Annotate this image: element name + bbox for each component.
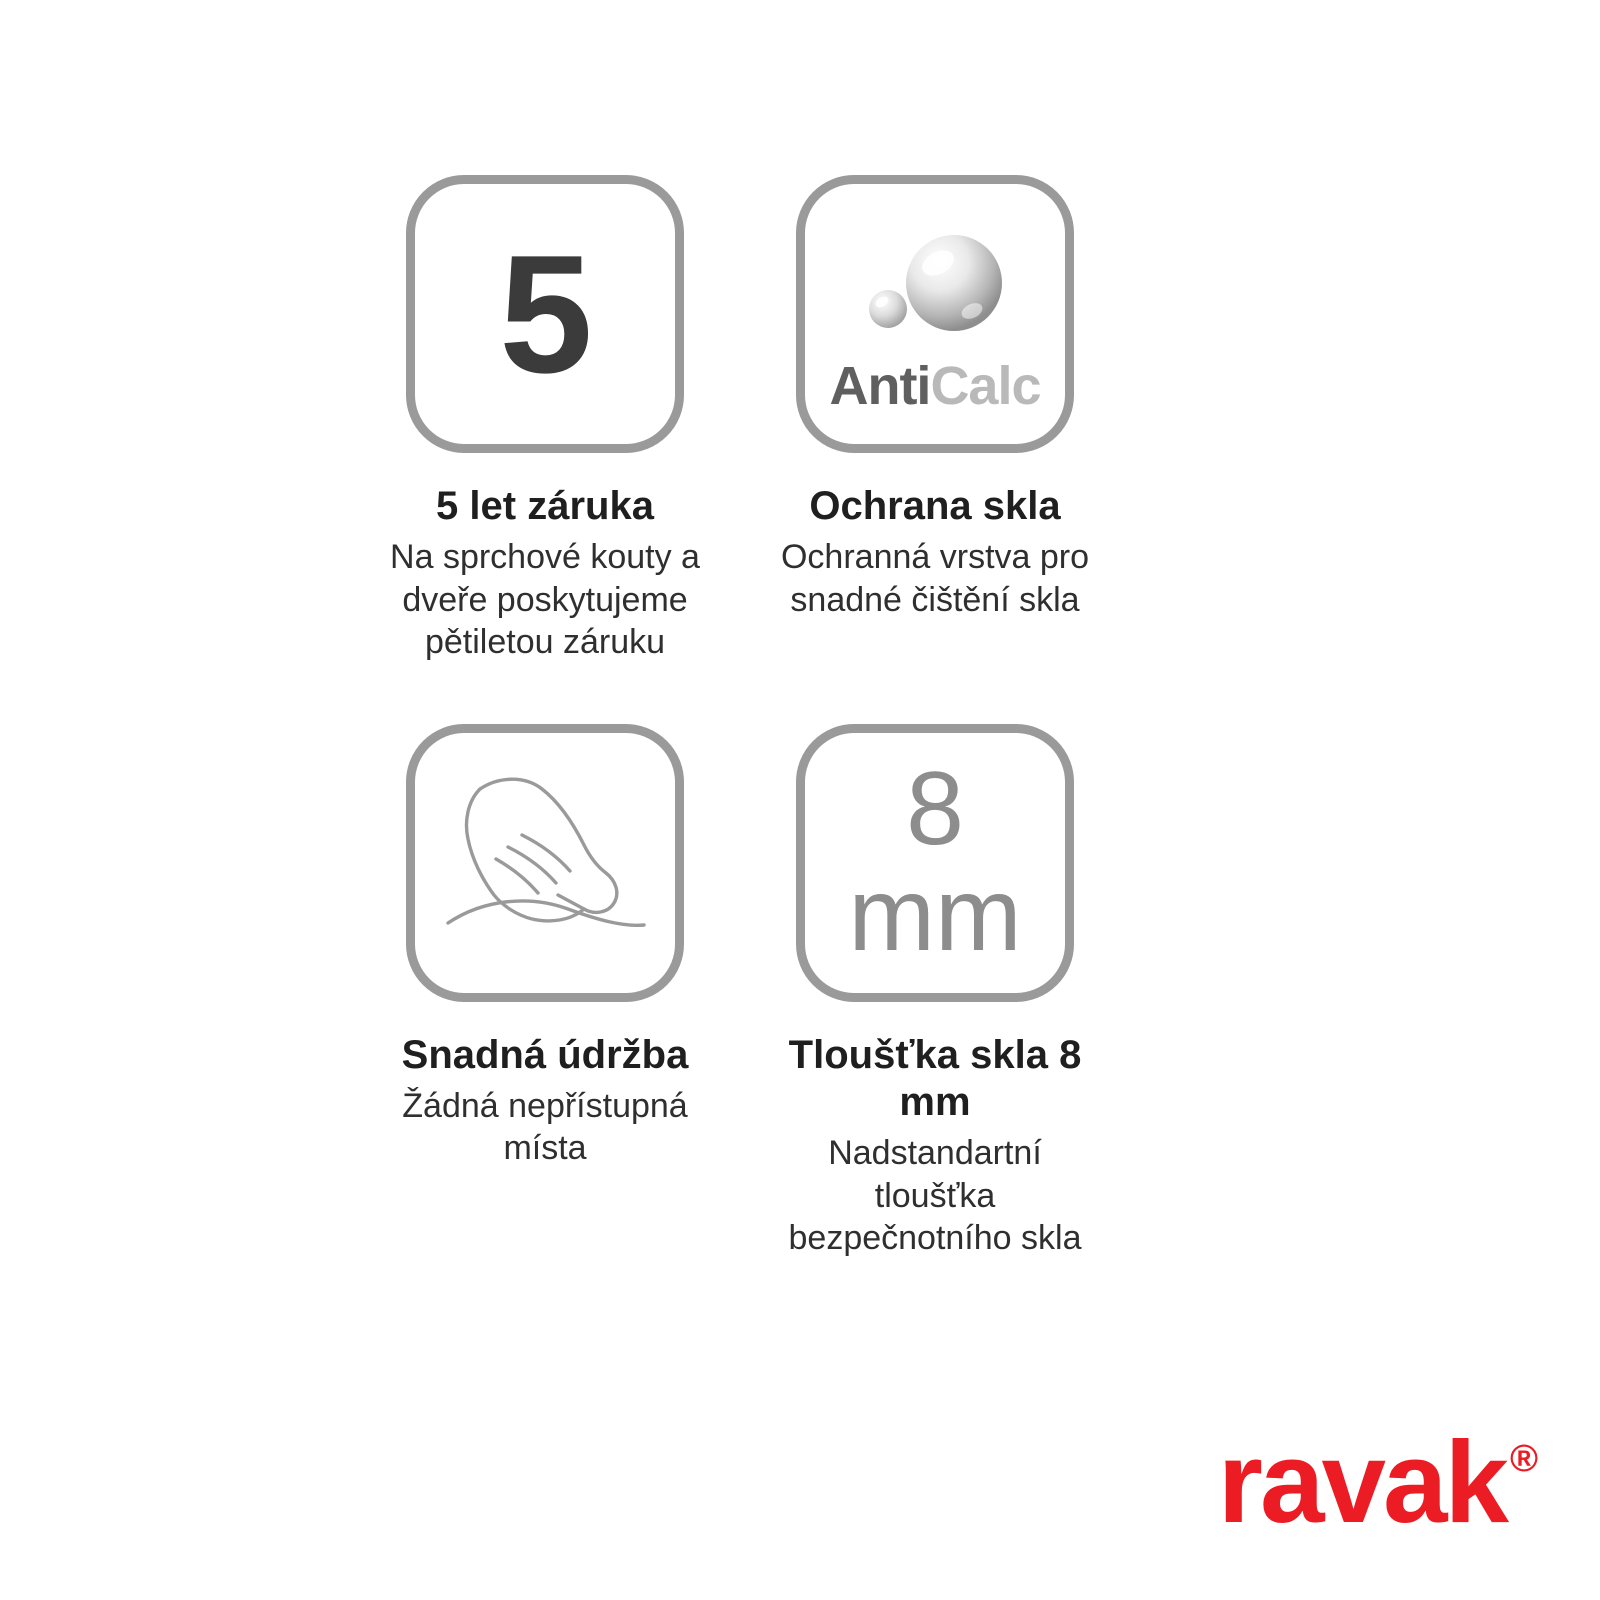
water-droplets-icon (850, 229, 1020, 349)
feature-easy-maintenance (380, 724, 710, 1260)
anticalc-droplet-icon (796, 175, 1074, 453)
feature-glass-protection (770, 175, 1100, 664)
feature-description: Na sprchové kouty a dveře poskytujeme pětiletou záruku (390, 538, 700, 662)
feature-description: Nadstandartní tloušťka bezpečnotního skla (788, 1134, 1082, 1258)
thickness-value: 8 (906, 750, 964, 867)
feature-warranty (380, 175, 710, 664)
anticalc-wordmark (829, 355, 1040, 417)
feature-title: 5 let záruka (436, 484, 654, 528)
feature-description: Žádná nepřístupná místa (402, 1086, 688, 1168)
registered-trademark-icon: ® (1510, 1437, 1538, 1480)
glass-thickness-icon (796, 724, 1074, 1002)
feature-title: Snadná údržba (401, 1032, 689, 1077)
brand-logo (1217, 1416, 1538, 1547)
feature-title: Tloušťka skla 8 mm (788, 1032, 1082, 1124)
anticalc-calc-text: Calc (930, 356, 1041, 416)
anticalc-anti-text: Anti (829, 356, 931, 416)
number-5-glyph: 5 (499, 220, 591, 408)
brand-name: ravak (1217, 1416, 1506, 1547)
features-grid (380, 175, 1220, 1260)
hand-wiping-icon (406, 724, 684, 1002)
number-5-icon (406, 175, 684, 453)
hand-glyph-icon (438, 763, 653, 963)
feature-description: Ochranná vrstva pro snadné čištění skla (780, 538, 1090, 619)
thickness-unit: mm (848, 856, 1022, 973)
feature-title: Ochrana skla (809, 484, 1061, 528)
feature-glass-thickness (770, 724, 1100, 1260)
